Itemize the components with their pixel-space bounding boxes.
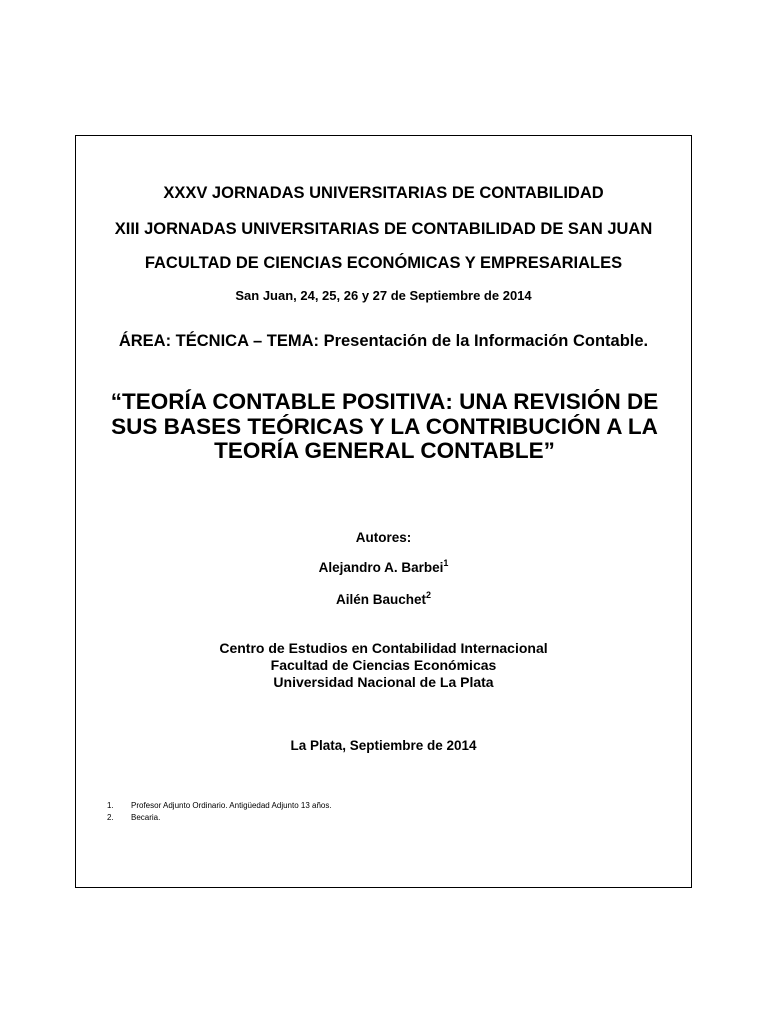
event-date: San Juan, 24, 25, 26 y 27 de Septiembre de 2014 bbox=[235, 288, 532, 303]
faculty-name: FACULTAD DE CIENCIAS ECONÓMICAS Y EMPRESARIALES bbox=[144, 254, 623, 272]
paper-title-line: TEORÍA GENERAL CONTABLE” bbox=[214, 438, 555, 463]
footnote-text: Profesor Adjunto Ordinario. Antigüedad Adjunto 13 años. bbox=[131, 801, 332, 810]
authors-label: Autores: bbox=[355, 530, 412, 545]
paper-title-line: “TEORÍA CONTABLE POSITIVA: UNA REVISIÓN DE bbox=[110, 389, 659, 414]
institution-line: Facultad de Ciencias Económicas bbox=[270, 657, 497, 673]
institution-line: Universidad Nacional de La Plata bbox=[273, 674, 494, 690]
area-topic: ÁREA: TÉCNICA – TEMA: Presentación de la Información Contable. bbox=[118, 332, 649, 350]
footnote-text: Becaria. bbox=[131, 813, 161, 822]
footnote-ref: 2 bbox=[426, 590, 432, 600]
institution-line: Centro de Estudios en Contabilidad Internacional bbox=[219, 640, 548, 656]
footnote bbox=[107, 812, 332, 824]
author-name: Alejandro A. Barbei bbox=[318, 560, 444, 575]
footnote-number: 1. bbox=[107, 801, 114, 810]
footnote-ref: 1 bbox=[443, 558, 449, 568]
author-2 bbox=[76, 592, 691, 607]
paper-title-line: SUS BASES TEÓRICAS Y LA CONTRIBUCIÓN A LA bbox=[111, 413, 658, 439]
place-date: La Plata, Septiembre de 2014 bbox=[290, 738, 477, 753]
author-name: Ailén Bauchet bbox=[335, 592, 426, 607]
author-1 bbox=[76, 560, 691, 575]
cover-frame bbox=[75, 135, 692, 888]
paper-title bbox=[86, 390, 683, 464]
footnote-number: 2. bbox=[107, 813, 114, 822]
institution bbox=[76, 640, 691, 691]
event-title: XXXV JORNADAS UNIVERSITARIAS DE CONTABILIDAD bbox=[163, 184, 604, 202]
footnotes bbox=[107, 800, 332, 824]
footnote bbox=[107, 800, 332, 812]
event-subtitle: XIII JORNADAS UNIVERSITARIAS DE CONTABILIDAD DE SAN JUAN bbox=[114, 220, 653, 238]
